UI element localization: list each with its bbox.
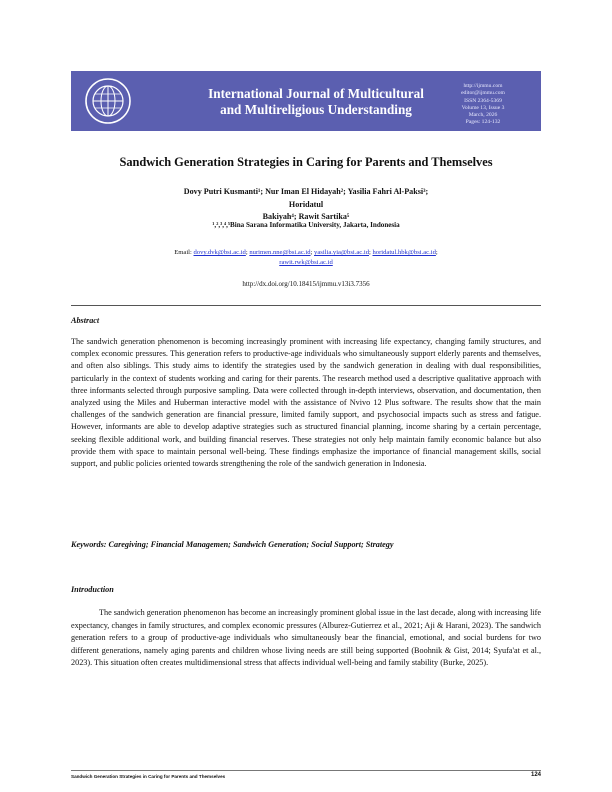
abstract-heading: Abstract — [71, 316, 100, 325]
journal-issn: ISSN 2364-5369 — [464, 97, 502, 104]
abstract-text: The sandwich generation phenomenon is becoming increasingly prominent with increasing life expectancy, changing family structures, and complex economic pressures. This generation refers to productive-age individuals who simultaneously support elderly parents and themselves, and often also siblings. This study aims to identify the strategies used by the sandwich generation in dealing with dual responsibilities, particularly in the context of students working and caring for their parents. The research method used a descriptive qualitative approach with three informants selected through purposive sampling. Data were collected through in-depth interviews, observation, and documentation, then analyzed using the Miles and Huberman interactive model with the assistance of Nvivo 12 Plus software. The results show that the main challenges of the sandwich generation are financial pressure, limited family support, and psychosocial impacts such as stress and fatigue. However, informants are able to develop adaptive strategies such as structured financial planning, income sharing by a certain percentage, seeking flexible additional work, and building financial reserves. These strategies not only help maintain family economic balance but also provide them with space to maintain personal well-being. These findings emphasize the importance of financial management skills, social support, and public policies oriented towards strengthening the role of the sandwich generation in Indonesia. — [71, 337, 541, 469]
running-title: Sandwich Generation Strategies in Caring for Parents and Themselves — [71, 774, 226, 779]
journal-date: March, 2026 — [468, 112, 498, 119]
email-separator: ; — [245, 249, 250, 256]
journal-email[interactable]: editor@ijmmu.com — [461, 90, 505, 97]
email-link-1[interactable]: dovy.dvk@bsi.ac.id — [193, 249, 246, 256]
journal-title-line1: International Journal of Multicultural — [208, 86, 424, 101]
email-list — [114, 248, 498, 268]
email-separator: ; — [369, 249, 373, 256]
email-label: Email: — [174, 249, 194, 256]
journal-meta — [438, 83, 528, 127]
journal-title — [181, 86, 451, 118]
journal-url[interactable]: http://ijmmu.com — [463, 83, 503, 89]
authors-line1: Dovy Putri Kusmanti¹; Nur Iman El Hidayah²; Yasilia Fahri Al-Paksi³; Horidatul — [183, 187, 429, 209]
footer-divider — [71, 770, 541, 771]
keywords-label: Keywords: — [71, 540, 109, 549]
doi-link[interactable]: http://dx.doi.org/10.18415/ijmmu.v13i3.7356 — [242, 280, 370, 288]
email-link-2[interactable]: nurimen.nne@bsi.ac.id — [249, 249, 311, 256]
author-list — [170, 186, 442, 224]
divider — [71, 305, 541, 306]
email-separator: ; — [435, 249, 438, 256]
journal-banner — [71, 71, 541, 131]
journal-pages: Pages: 124-132 — [465, 119, 501, 126]
journal-volume: Volume 13, Issue 3 — [461, 104, 505, 111]
page-number: 124 — [530, 772, 541, 778]
affiliation: ¹,²,³,⁴,⁵Bina Sarana Informatika University, Jakarta, Indonesia — [212, 221, 400, 229]
email-link-3[interactable]: yasilia.yia@bsi.ac.id — [314, 249, 369, 256]
keywords-text: Caregiving; Financial Managemen; Sandwich Generation; Social Support; Strategy — [108, 540, 394, 549]
introduction-heading: Introduction — [71, 585, 114, 594]
journal-title-line2: and Multireligious Understanding — [220, 102, 412, 117]
email-link-4[interactable]: horidatul.hbk@bsi.ac.id — [372, 249, 436, 256]
keywords — [71, 540, 541, 549]
introduction-text: The sandwich generation phenomenon has become an increasingly prominent global issue in the last decade, along with increasing life expectancy, changes in family structures, and complex economic pressures (Alburez-Gutierrez et al., 2021; Aji & Harani, 2023). The sandwich generation refers to a group of productive-age individuals who simultaneously bear the financial, emotional, and social burdens for two different generations, namely aging parents and children whose living needs are still being supported (Boohnik & Gist, 2014; Syufa'at et al., 2023). This situation often creates multidimensional stress that affects individual well-being and family stability (Burke, 2025). — [71, 608, 541, 667]
article-title: Sandwich Generation Strategies in Caring for Parents and Themselves — [119, 155, 493, 169]
journal-logo-icon — [84, 77, 132, 125]
email-link-5[interactable]: rawit.rwk@bsi.ac.id — [279, 259, 333, 266]
email-separator: ; — [310, 249, 315, 256]
authors-line2: Bakiyah⁴; Rawit Sartika⁵ — [262, 212, 350, 221]
